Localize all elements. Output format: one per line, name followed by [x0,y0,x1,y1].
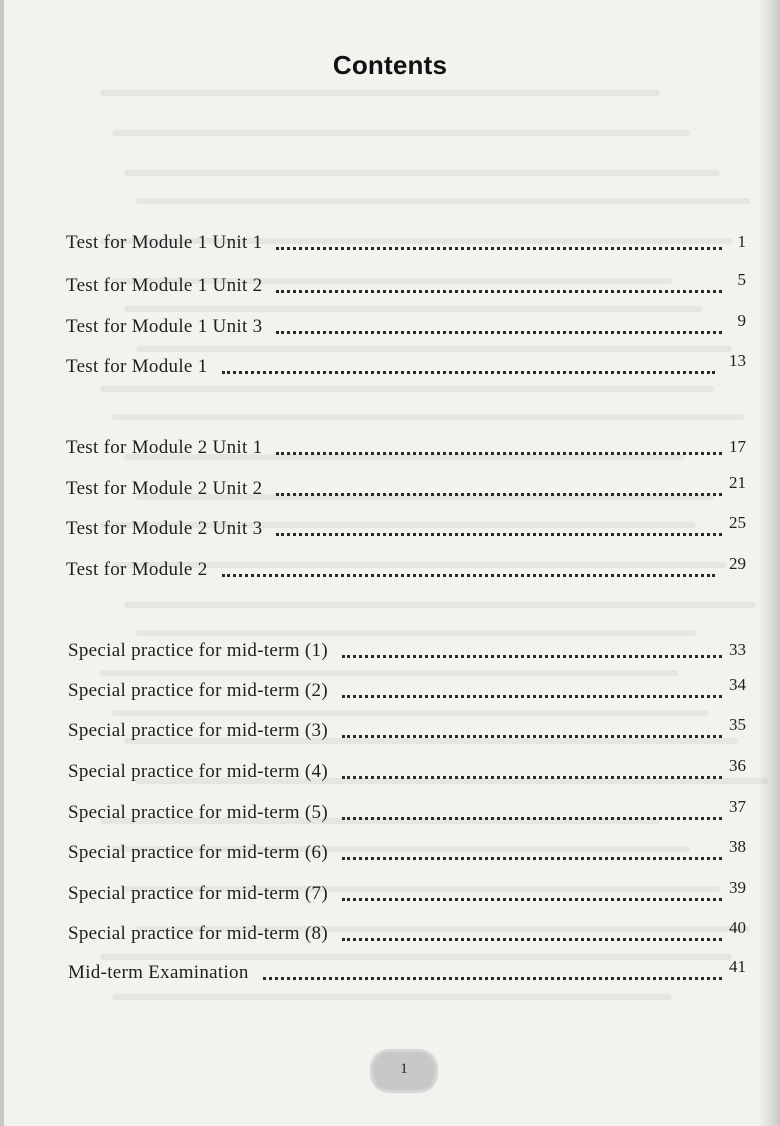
toc-entry-label: Test for Module 1 Unit 3 [66,316,263,337]
toc-leader-dots [342,655,722,658]
toc-entry[interactable] [0,555,780,585]
page-number-badge [373,1052,435,1090]
toc-entry-label: Test for Module 2 Unit 3 [66,518,263,539]
toc-entry-page-number: 21 [729,473,746,492]
toc-entry-label: Special practice for mid-term (8) [68,923,328,944]
toc-entry[interactable] [0,433,780,463]
toc-entry[interactable] [0,352,780,382]
toc-entry[interactable] [0,514,780,544]
toc-entry-page-number: 39 [729,878,746,897]
toc-entry-page-number: 35 [729,715,746,734]
toc-entry-label: Special practice for mid-term (5) [68,802,328,823]
toc-leader-dots [276,331,722,334]
toc-leader-dots [263,977,722,980]
toc-entry-page-number: 25 [729,513,746,532]
toc-entry-page-number: 13 [729,351,746,370]
toc-entry[interactable] [0,271,780,301]
toc-entry[interactable] [0,838,780,868]
toc-entry[interactable] [0,798,780,828]
toc-entry-page-number: 17 [729,437,746,456]
toc-entry-page-number: 29 [729,554,746,573]
page-number: 1 [400,1061,408,1077]
toc-entry-label: Test for Module 1 [66,356,208,377]
toc-leader-dots [342,695,722,698]
toc-entry-label: Special practice for mid-term (2) [68,680,328,701]
toc-leader-dots [342,898,722,901]
toc-leader-dots [276,247,722,250]
toc-entry-page-number: 38 [729,837,746,856]
toc-entry-label: Special practice for mid-term (1) [68,640,328,661]
toc-entry[interactable] [0,676,780,706]
toc-entry[interactable] [0,474,780,504]
toc-leader-dots [342,735,722,738]
toc-leader-dots [342,776,722,779]
toc-entry-label: Special practice for mid-term (3) [68,720,328,741]
toc-entry[interactable] [0,716,780,746]
toc-entry[interactable] [0,879,780,909]
toc-entry-label: Test for Module 1 Unit 2 [66,275,263,296]
toc-leader-dots [222,574,716,577]
toc-entry[interactable] [0,228,780,258]
toc-entry-label: Special practice for mid-term (6) [68,842,328,863]
toc-leader-dots [276,290,722,293]
toc-entry-label: Test for Module 2 Unit 1 [66,437,263,458]
toc-entry-page-number: 37 [729,797,746,816]
toc-entry[interactable] [0,636,780,666]
toc-entry-page-number: 34 [729,675,746,694]
toc-leader-dots [342,817,722,820]
toc-leader-dots [276,533,722,536]
toc-entry-page-number: 33 [729,640,746,659]
page-title: Contents [332,50,448,80]
toc-leader-dots [276,452,722,455]
toc-leader-dots [222,371,716,374]
toc-entry[interactable] [0,757,780,787]
toc-entry-page-number: 41 [729,957,746,976]
toc-entry-label: Special practice for mid-term (4) [68,761,328,782]
toc-entry-label: Special practice for mid-term (7) [68,883,328,904]
toc-entry-page-number: 40 [729,918,746,937]
toc-leader-dots [342,938,722,941]
toc-entry-page-number: 1 [737,232,746,251]
toc-leader-dots [276,493,722,496]
toc-entry-label: Test for Module 2 [66,559,208,580]
toc-entry-page-number: 5 [737,270,746,289]
toc-entry-page-number: 36 [729,756,746,775]
toc-entry-label: Test for Module 2 Unit 2 [66,478,263,499]
toc-entry[interactable] [0,958,780,988]
toc-entry-label: Mid-term Examination [68,962,249,983]
toc-entry-page-number: 9 [737,311,746,330]
toc-entry[interactable] [0,312,780,342]
toc-entry-label: Test for Module 1 Unit 1 [66,232,263,253]
toc-entry[interactable] [0,919,780,949]
toc-leader-dots [342,857,722,860]
